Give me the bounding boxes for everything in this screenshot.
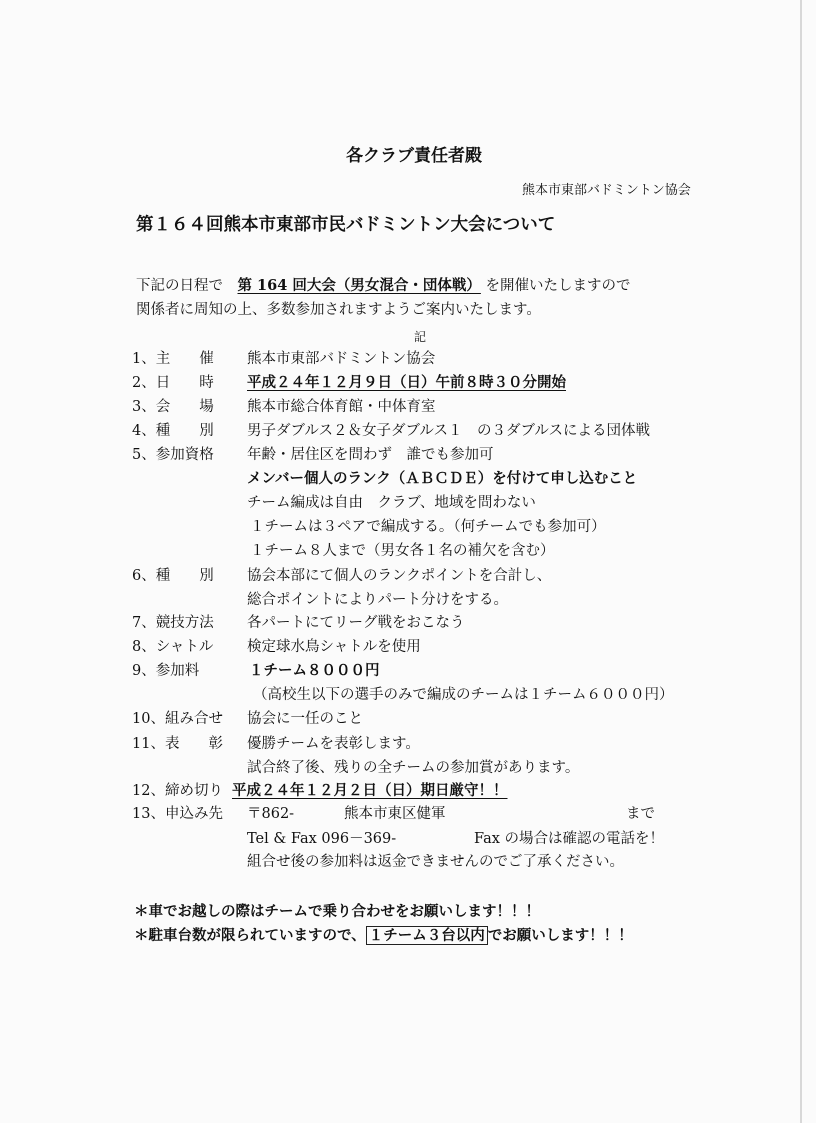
item-9-label: 9、参加料 (132, 663, 200, 679)
item-8-label: 8、シャトル (132, 639, 214, 655)
intro-event: 第 164 回大会（男女混合・団体戦） (237, 277, 481, 294)
item-6-value: 協会本部にて個人のランクポイントを合計し、 (247, 568, 552, 584)
item-7-value: 各パートにてリーグ戦をおこなう (247, 615, 465, 631)
item-5-line-2: メンバー個人のランク（ＡＢＣＤＥ）を付けて申し込むこと (247, 470, 638, 487)
item-11-line-2: 試合終了後、残りの全チームの参加賞があります。 (247, 760, 580, 776)
item-9-value: １チーム８０００円 (249, 662, 380, 679)
item-13-fax-note: Fax の場合は確認の電話を！ (474, 831, 665, 847)
item-13-tel: Tel & Fax 096－369- (247, 831, 397, 847)
item-12-label: 12、締め切り (132, 783, 223, 799)
item-6-line-2: 総合ポイントによりパート分けをする。 (247, 592, 508, 608)
note-1: ＊車でお越しの際はチームで乗り合わせをお願いします！！！ (134, 903, 540, 920)
sender: 熊本市東部バドミントン協会 (522, 183, 691, 198)
item-2-value: 平成２４年１２月９日（日）午前８時３０分開始 (247, 374, 566, 391)
note-2-pre: ＊駐車台数が限られていますので、 (134, 927, 366, 944)
item-5-label: 5、参加資格 (132, 447, 214, 463)
item-6-label: 6、種 別 (132, 568, 214, 584)
item-13-made: まで (626, 806, 655, 822)
note-2-boxed: １チーム３台以内 (366, 926, 488, 945)
item-10-label: 10、組み合せ (132, 711, 223, 727)
item-4-label: 4、種 別 (132, 423, 214, 439)
item-1-label: 1、主 催 (132, 351, 214, 367)
item-13-label: 13、申込み先 (132, 806, 223, 822)
item-11-label: 11、表 彰 (132, 736, 223, 752)
item-13-postal: 〒862- (247, 806, 295, 822)
item-5-line-5: １チーム８人まで（男女各１名の補欠を含む） (250, 543, 555, 559)
intro-line-2: 関係者に周知の上、多数参加されますようご案内いたします。 (136, 302, 541, 318)
item-5-line-3: チーム編成は自由 クラブ、地域を問わない (247, 495, 536, 511)
item-11-value: 優勝チームを表彰します。 (247, 736, 420, 752)
item-13-address: 熊本市東区健軍 (344, 806, 446, 822)
intro-pre: 下記の日程で (136, 278, 223, 294)
item-4-value: 男子ダブルス２＆女子ダブルス１ の３ダブルスによる団体戦 (247, 423, 650, 439)
item-2-label: 2、日 時 (132, 375, 214, 391)
item-8-value: 検定球水鳥シャトルを使用 (247, 639, 421, 655)
item-10-value: 協会に一任のこと (247, 711, 363, 727)
addressee: 各クラブ責任者殿 (346, 146, 482, 166)
item-1-value: 熊本市東部バドミントン協会 (247, 351, 436, 367)
item-3-value: 熊本市総合体育館・中体育室 (247, 399, 436, 415)
note-2-post: でお願いします！！！ (487, 927, 633, 944)
item-7-label: 7、競技方法 (132, 615, 214, 631)
document-title: 第１６４回熊本市東部市民バドミントン大会について (136, 215, 556, 235)
item-3-label: 3、会 場 (132, 399, 214, 415)
item-5-line-4: １チームは３ペアで編成する。（何チームでも参加可） (250, 519, 606, 535)
item-13-line-3: 組合せ後の参加料は返金できませんのでご了承ください。 (247, 854, 624, 870)
intro-post: を開催いたしますので (485, 278, 631, 294)
ki-heading: 記 (414, 330, 427, 344)
item-12-value: 平成２４年１２月２日（日）期日厳守！！ (232, 782, 508, 799)
item-5-value: 年齢・居住区を問わず 誰でも参加可 (247, 447, 494, 463)
item-9-line-2: （高校生以下の選手のみで編成のチームは１チーム６０００円） (253, 687, 674, 703)
note-2 (134, 926, 633, 946)
scan-edge (800, 0, 802, 1123)
intro-line-1 (136, 276, 630, 296)
